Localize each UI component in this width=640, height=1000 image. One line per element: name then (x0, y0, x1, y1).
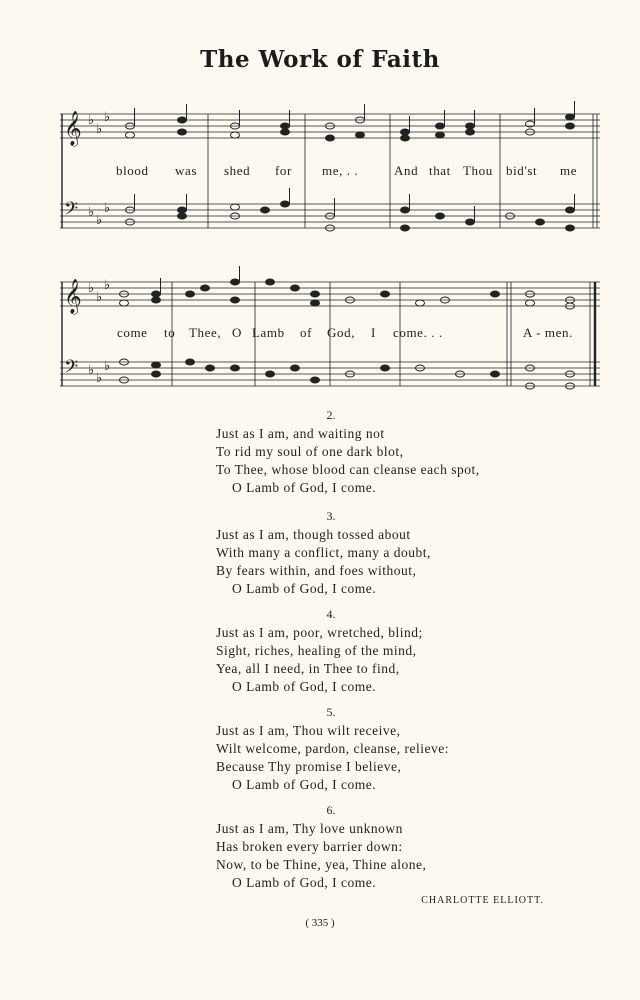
stanza-line: O Lamb of God, I come. (232, 777, 377, 792)
system-1-lyric: bid'st (506, 163, 538, 178)
stanza-number: 3. (326, 509, 336, 523)
stanza-line: Yea, all I need, in Thee to find, (216, 661, 400, 676)
svg-text:♭: ♭ (88, 113, 95, 128)
stanza-line: Just as I am, though tossed about (216, 527, 411, 542)
system-1-lyric: me (560, 163, 578, 178)
system-1-lyric: blood (116, 163, 149, 178)
system-2-lyric: to (164, 325, 176, 340)
svg-text:♭: ♭ (104, 110, 111, 125)
stanza-line: Has broken every barrier down: (216, 839, 403, 854)
system-2-lyric: I (371, 325, 376, 340)
author-credit: CHARLOTTE ELLIOTT. (421, 895, 544, 906)
system-2-lyric: Lamb (252, 325, 285, 340)
stanza-line: To Thee, whose blood can cleanse each spot, (216, 462, 480, 477)
svg-text:♭: ♭ (96, 290, 103, 305)
svg-text:♭: ♭ (88, 205, 95, 220)
system-2-lyric: Thee, (189, 325, 222, 340)
stanza-line: O Lamb of God, I come. (232, 679, 377, 694)
svg-text:♭: ♭ (104, 359, 111, 374)
svg-text:♭: ♭ (88, 281, 95, 296)
svg-text:♭: ♭ (88, 363, 95, 378)
stanza-line: Just as I am, poor, wretched, blind; (216, 625, 423, 640)
system-1-lyric: for (275, 163, 292, 178)
page-number: ( 335 ) (305, 917, 335, 929)
stanza-line: Just as I am, Thou wilt receive, (216, 723, 401, 738)
svg-text:♭: ♭ (96, 371, 103, 386)
stanza-number: 6. (326, 803, 336, 817)
system-2-lyric: O (232, 325, 242, 340)
stanza-line: Wilt welcome, pardon, cleanse, relieve: (216, 741, 449, 756)
svg-text:𝄢: 𝄢 (64, 199, 79, 224)
stanza-line: O Lamb of God, I come. (232, 480, 377, 495)
system-1-lyric: Thou (463, 163, 493, 178)
system-2-lyric: God, (327, 325, 356, 340)
svg-text:♭: ♭ (104, 201, 111, 216)
stanza-line: Just as I am, Thy love unknown (216, 821, 403, 836)
system-1-lyric: that (429, 163, 451, 178)
system-2-lyric: come (117, 325, 148, 340)
stanza-line: By fears within, and foes without, (216, 563, 417, 578)
system-1-lyric: shed (224, 163, 251, 178)
stanza-line: Sight, riches, healing of the mind, (216, 643, 417, 658)
stanza-line: O Lamb of God, I come. (232, 875, 377, 890)
system-1-lyric: And (394, 163, 419, 178)
stanza-line: O Lamb of God, I come. (232, 581, 377, 596)
svg-text:♭: ♭ (96, 122, 103, 137)
stanza-number: 2. (326, 408, 336, 422)
stanza-line: Just as I am, and waiting not (216, 426, 385, 441)
stanza-number: 4. (326, 607, 336, 621)
system-2-lyric: A - men. (523, 325, 573, 340)
stanza-number: 5. (326, 705, 336, 719)
svg-text:𝄢: 𝄢 (64, 357, 79, 382)
system-1-lyric: was (175, 163, 198, 178)
svg-text:𝄞: 𝄞 (64, 279, 82, 314)
stanza-line: Now, to be Thine, yea, Thine alone, (216, 857, 427, 872)
hymn-title: The Work of Faith (200, 46, 440, 73)
stanza-line: Because Thy promise I believe, (216, 759, 402, 774)
svg-text:𝄞: 𝄞 (64, 111, 82, 146)
system-2-lyric: of (300, 325, 313, 340)
stanza-line: With many a conflict, many a doubt, (216, 545, 431, 560)
system-2-lyric: come. . . (393, 325, 443, 340)
stanza-line: To rid my soul of one dark blot, (216, 444, 404, 459)
svg-text:♭: ♭ (104, 278, 111, 293)
system-1-lyric: me, . . (322, 163, 359, 178)
svg-text:♭: ♭ (96, 213, 103, 228)
